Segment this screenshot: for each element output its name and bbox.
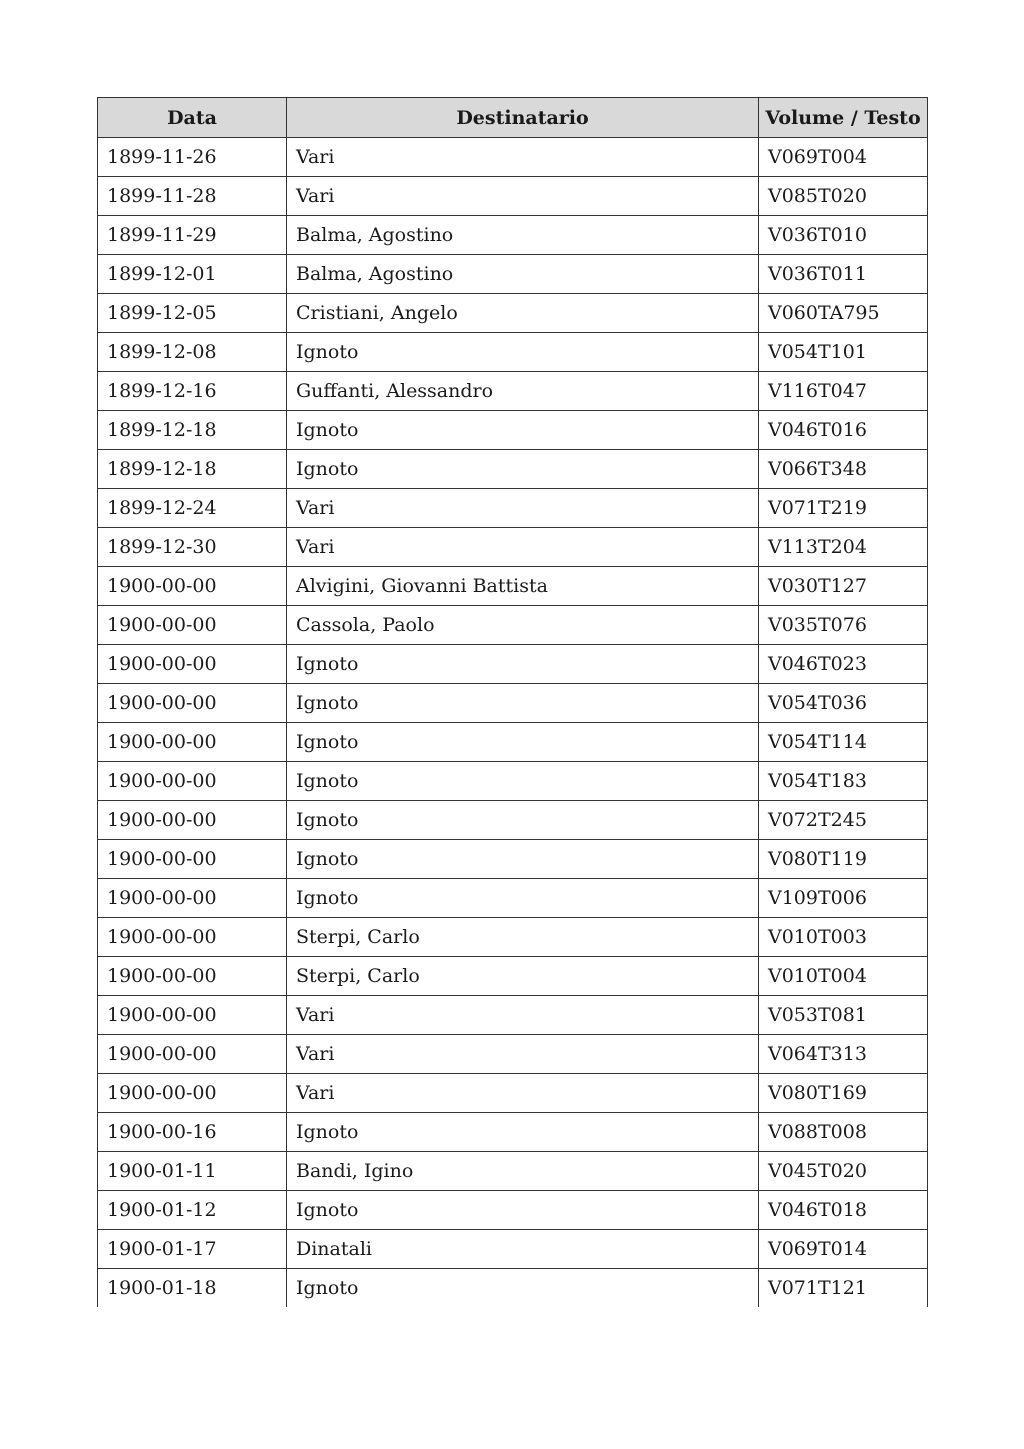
cell-recipient: Balma, Agostino	[287, 255, 759, 294]
table-body	[98, 138, 928, 1308]
cell-date: 1900-00-00	[98, 684, 287, 723]
table-row	[98, 489, 928, 528]
cell-recipient: Dinatali	[287, 1230, 759, 1269]
table-row	[98, 255, 928, 294]
cell-volume-text: V010T004	[759, 957, 928, 996]
cell-date: 1899-11-28	[98, 177, 287, 216]
cell-recipient: Alvigini, Giovanni Battista	[287, 567, 759, 606]
cell-date: 1900-00-00	[98, 1035, 287, 1074]
cell-volume-text: V066T348	[759, 450, 928, 489]
cell-recipient: Ignoto	[287, 801, 759, 840]
cell-volume-text: V088T008	[759, 1113, 928, 1152]
cell-recipient: Sterpi, Carlo	[287, 957, 759, 996]
cell-volume-text: V116T047	[759, 372, 928, 411]
cell-recipient: Vari	[287, 1074, 759, 1113]
cell-recipient: Ignoto	[287, 684, 759, 723]
table-row	[98, 1269, 928, 1308]
cell-volume-text: V069T004	[759, 138, 928, 177]
correspondence-table	[97, 97, 928, 1307]
cell-date: 1900-00-00	[98, 918, 287, 957]
cell-volume-text: V045T020	[759, 1152, 928, 1191]
table-row	[98, 333, 928, 372]
cell-volume-text: V030T127	[759, 567, 928, 606]
cell-volume-text: V060TA795	[759, 294, 928, 333]
table-row	[98, 840, 928, 879]
cell-date: 1900-00-00	[98, 957, 287, 996]
table-row	[98, 645, 928, 684]
cell-recipient: Vari	[287, 177, 759, 216]
cell-date: 1899-12-18	[98, 450, 287, 489]
cell-recipient: Ignoto	[287, 450, 759, 489]
cell-date: 1900-00-00	[98, 996, 287, 1035]
table-row	[98, 138, 928, 177]
cell-volume-text: V080T119	[759, 840, 928, 879]
cell-recipient: Ignoto	[287, 333, 759, 372]
cell-recipient: Vari	[287, 1035, 759, 1074]
cell-date: 1900-01-18	[98, 1269, 287, 1308]
table-row	[98, 1230, 928, 1269]
cell-volume-text: V054T036	[759, 684, 928, 723]
cell-date: 1900-00-00	[98, 645, 287, 684]
cell-recipient: Vari	[287, 489, 759, 528]
cell-date: 1900-00-00	[98, 723, 287, 762]
cell-volume-text: V071T219	[759, 489, 928, 528]
cell-recipient: Guffanti, Alessandro	[287, 372, 759, 411]
cell-date: 1899-12-01	[98, 255, 287, 294]
cell-date: 1900-01-11	[98, 1152, 287, 1191]
cell-recipient: Ignoto	[287, 1113, 759, 1152]
table-row	[98, 723, 928, 762]
cell-volume-text: V071T121	[759, 1269, 928, 1308]
cell-date: 1900-00-00	[98, 840, 287, 879]
table-row	[98, 567, 928, 606]
cell-volume-text: V064T313	[759, 1035, 928, 1074]
cell-recipient: Cassola, Paolo	[287, 606, 759, 645]
table-row	[98, 1191, 928, 1230]
cell-date: 1899-12-08	[98, 333, 287, 372]
cell-recipient: Ignoto	[287, 762, 759, 801]
table-row	[98, 762, 928, 801]
table-row	[98, 294, 928, 333]
table-row	[98, 372, 928, 411]
table-row	[98, 177, 928, 216]
table-row	[98, 1074, 928, 1113]
cell-volume-text: V053T081	[759, 996, 928, 1035]
cell-date: 1899-11-29	[98, 216, 287, 255]
column-header-date: Data	[98, 98, 287, 138]
cell-recipient: Bandi, Igino	[287, 1152, 759, 1191]
cell-volume-text: V036T011	[759, 255, 928, 294]
cell-date: 1900-00-00	[98, 567, 287, 606]
cell-volume-text: V109T006	[759, 879, 928, 918]
cell-recipient: Ignoto	[287, 879, 759, 918]
cell-volume-text: V113T204	[759, 528, 928, 567]
cell-volume-text: V072T245	[759, 801, 928, 840]
cell-date: 1899-12-18	[98, 411, 287, 450]
table-row	[98, 1113, 928, 1152]
table-row	[98, 996, 928, 1035]
cell-recipient: Ignoto	[287, 723, 759, 762]
cell-recipient: Vari	[287, 996, 759, 1035]
cell-recipient: Ignoto	[287, 411, 759, 450]
table-header-row	[98, 98, 928, 138]
cell-recipient: Ignoto	[287, 1191, 759, 1230]
table-row	[98, 684, 928, 723]
cell-date: 1899-12-30	[98, 528, 287, 567]
cell-volume-text: V054T101	[759, 333, 928, 372]
cell-volume-text: V069T014	[759, 1230, 928, 1269]
cell-recipient: Cristiani, Angelo	[287, 294, 759, 333]
cell-volume-text: V046T018	[759, 1191, 928, 1230]
cell-volume-text: V010T003	[759, 918, 928, 957]
table-row	[98, 528, 928, 567]
cell-volume-text: V054T114	[759, 723, 928, 762]
table-row	[98, 606, 928, 645]
cell-volume-text: V085T020	[759, 177, 928, 216]
cell-volume-text: V080T169	[759, 1074, 928, 1113]
cell-date: 1900-01-12	[98, 1191, 287, 1230]
cell-date: 1899-12-05	[98, 294, 287, 333]
cell-recipient: Vari	[287, 528, 759, 567]
column-header-volume-text: Volume / Testo	[759, 98, 928, 138]
cell-volume-text: V046T023	[759, 645, 928, 684]
table-row	[98, 1035, 928, 1074]
table-row	[98, 801, 928, 840]
cell-recipient: Ignoto	[287, 840, 759, 879]
cell-date: 1900-00-16	[98, 1113, 287, 1152]
cell-date: 1900-00-00	[98, 1074, 287, 1113]
table-row	[98, 1152, 928, 1191]
cell-volume-text: V046T016	[759, 411, 928, 450]
table-row	[98, 216, 928, 255]
cell-date: 1899-12-16	[98, 372, 287, 411]
cell-date: 1900-00-00	[98, 801, 287, 840]
cell-recipient: Sterpi, Carlo	[287, 918, 759, 957]
cell-recipient: Balma, Agostino	[287, 216, 759, 255]
cell-date: 1900-00-00	[98, 606, 287, 645]
cell-date: 1900-01-17	[98, 1230, 287, 1269]
table-row	[98, 411, 928, 450]
cell-date: 1899-11-26	[98, 138, 287, 177]
cell-date: 1900-00-00	[98, 762, 287, 801]
table-row	[98, 450, 928, 489]
cell-volume-text: V036T010	[759, 216, 928, 255]
cell-date: 1899-12-24	[98, 489, 287, 528]
cell-recipient: Ignoto	[287, 645, 759, 684]
cell-volume-text: V035T076	[759, 606, 928, 645]
table-row	[98, 918, 928, 957]
cell-date: 1900-00-00	[98, 879, 287, 918]
cell-volume-text: V054T183	[759, 762, 928, 801]
table-row	[98, 879, 928, 918]
cell-recipient: Vari	[287, 138, 759, 177]
cell-recipient: Ignoto	[287, 1269, 759, 1308]
column-header-recipient: Destinatario	[287, 98, 759, 138]
table-row	[98, 957, 928, 996]
